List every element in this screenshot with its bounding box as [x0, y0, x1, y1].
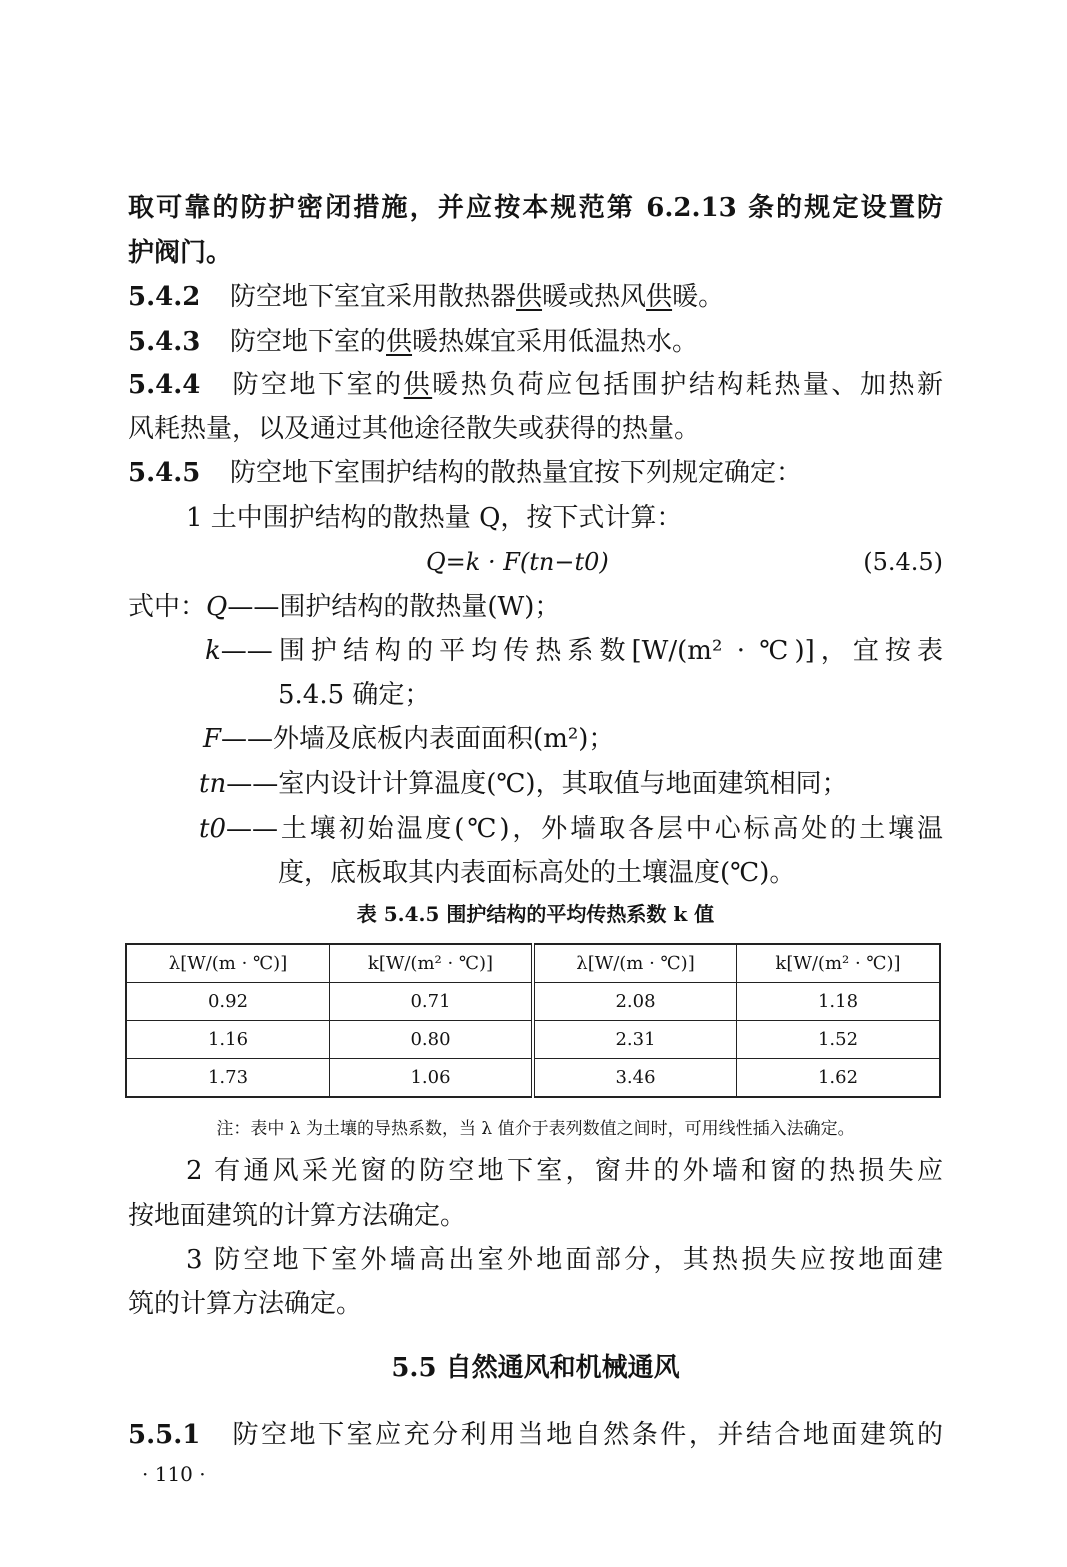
table-cell: 0.80: [330, 1021, 534, 1059]
clause-5-4-3: [128, 325, 943, 359]
text: 式中：: [128, 592, 207, 622]
text: ——围护结构的散热量(W)；: [227, 592, 561, 622]
page-number: · 110 ·: [142, 1462, 206, 1486]
clause-number: 5.4.5: [128, 458, 201, 488]
clause-number: 5.4.4: [128, 370, 201, 400]
clause-5-4-2: [128, 280, 943, 314]
where-tn: [199, 767, 943, 801]
text-line: 风耗热量，以及通过其他途径散失或获得的热量。: [128, 414, 701, 444]
where-q: [128, 590, 943, 624]
text-line: 取可靠的防护密闭措施，并应按本规范第 6.2.13 条的规定设置防: [128, 193, 943, 223]
text: 供: [516, 282, 543, 312]
table-header-cell: k[W/(m² · ℃)]: [330, 944, 534, 983]
where-t0: [199, 812, 943, 846]
table-row: [126, 983, 940, 1021]
table-cell: 1.18: [737, 983, 941, 1021]
table-cell: 3.46: [533, 1059, 737, 1098]
table-cell: 1.52: [737, 1021, 941, 1059]
item-1: 1 土中围护结构的散热量 Q，按下式计算：: [186, 503, 683, 533]
coefficient-table: [125, 943, 941, 1098]
where-k: [205, 634, 943, 668]
symbol: Q: [206, 592, 228, 622]
symbol: t0: [199, 814, 226, 844]
clause-number: 5.4.2: [128, 282, 201, 312]
clause-number: 5.4.3: [128, 327, 201, 357]
text: 供: [646, 282, 673, 312]
clause-5-4-4: [128, 368, 943, 402]
table-header-cell: k[W/(m² · ℃)]: [737, 944, 941, 983]
table-cell: 1.73: [126, 1059, 330, 1098]
text: 供: [403, 370, 433, 400]
text: ——室内设计计算温度(℃)，其取值与地面建筑相同；: [226, 769, 848, 799]
clause-5-5-1: [128, 1418, 943, 1452]
item-2: 2 有通风采光窗的防空地下室，窗井的外墙和窗的热损失应: [186, 1156, 943, 1186]
clause-5-4-5: [128, 456, 943, 490]
text-line: 筑的计算方法确定。: [128, 1289, 363, 1319]
text: 防空地下室应充分利用当地自然条件，并结合地面建筑的: [230, 1420, 943, 1450]
formula-expression: Q=k · F(tn−t0): [426, 548, 609, 576]
text-line: 度，底板取其内表面标高处的土壤温度(℃)。: [278, 858, 796, 888]
text: 供: [386, 327, 413, 357]
section-heading: 5.5 自然通风和机械通风: [391, 1353, 680, 1383]
symbol: k: [205, 636, 221, 666]
table-cell: 1.06: [330, 1059, 534, 1098]
clause-number: 5.5.1: [128, 1420, 201, 1450]
text: 暖。: [672, 282, 725, 312]
text: ——土壤初始温度(℃)，外墙取各层中心标高处的土壤温: [226, 814, 943, 844]
table-cell: 2.08: [533, 983, 737, 1021]
where-f: [203, 722, 943, 756]
table-caption: 表 5.4.5 围护结构的平均传热系数 k 值: [356, 902, 715, 926]
text: 暖或热风: [542, 282, 647, 312]
table-cell: 2.31: [533, 1021, 737, 1059]
text: ——围护结构的平均传热系数[W/(m² · ℃)]，宜按表: [220, 636, 943, 666]
table-header-row: [126, 944, 940, 983]
equation-number: (5.4.5): [863, 548, 943, 576]
table-header-cell: λ[W/(m · ℃)]: [126, 944, 330, 983]
table-row: [126, 1021, 940, 1059]
text: 防空地下室围护结构的散热量宜按下列规定确定：: [230, 458, 803, 488]
table-cell: 1.62: [737, 1059, 941, 1098]
text: 暖热媒宜采用低温热水。: [412, 327, 699, 357]
text: ——外墙及底板内表面面积(m²)；: [221, 724, 615, 754]
table-header-cell: λ[W/(m · ℃)]: [533, 944, 737, 983]
text-line: 5.4.5 确定；: [278, 680, 431, 710]
table-note: 注：表中 λ 为土壤的导热系数，当 λ 值介于表列数值之间时，可用线性插入法确定。: [216, 1119, 855, 1139]
table-row: [126, 1059, 940, 1098]
text: 防空地下室宜采用散热器: [230, 282, 517, 312]
table-cell: 0.71: [330, 983, 534, 1021]
text: 防空地下室的: [230, 370, 404, 400]
text-line: 护阀门。: [128, 238, 233, 268]
symbol: F: [203, 724, 222, 754]
symbol: tn: [199, 769, 227, 799]
table-cell: 1.16: [126, 1021, 330, 1059]
table-cell: 0.92: [126, 983, 330, 1021]
text: 防空地下室的: [230, 327, 387, 357]
text-line: 按地面建筑的计算方法确定。: [128, 1201, 467, 1231]
text: 暖热负荷应包括围护结构耗热量、加热新: [432, 370, 943, 400]
item-3: 3 防空地下室外墙高出室外地面部分，其热损失应按地面建: [186, 1245, 943, 1275]
